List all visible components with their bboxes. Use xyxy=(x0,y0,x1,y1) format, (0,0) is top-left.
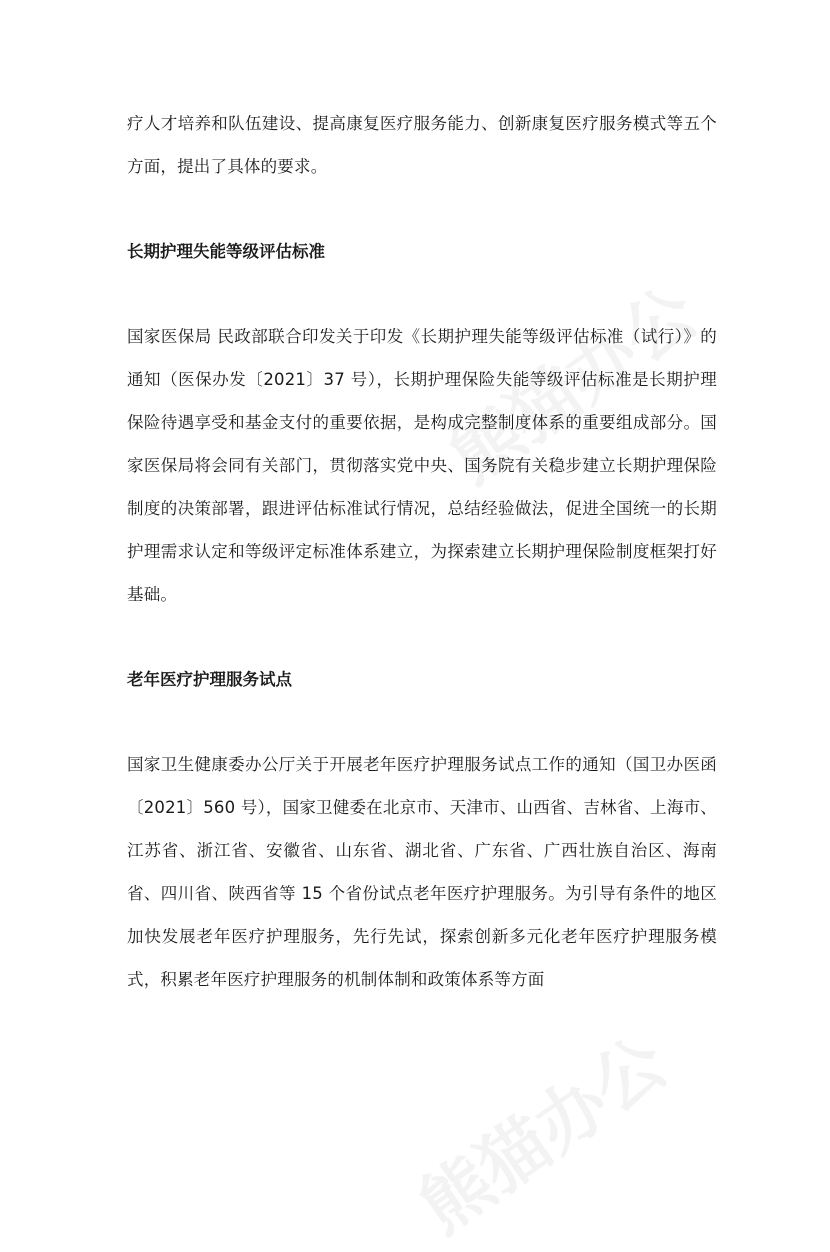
section-paragraph-ltc-assessment: 国家医保局 民政部联合印发关于印发《长期护理失能等级评估标准（试行）》的通知（医保办发〔2021〕37 号），长期护理保险失能等级评估标准是长期护理保险待遇享受和基金支付的重要依据，是构成完整制度体系的重要组成部分。国家医保局将会同有关部门，贯彻落实党中央、国务院有关稳步建立长期护理保险制度的决策部署，跟进评估标准试行情况，总结经验做法，促进全国统一的长期护理需求认定和等级评定标准体系建立，为探索建立长期护理保险制度框架打好基础。 xyxy=(127,327,717,604)
spacer xyxy=(127,701,717,743)
section-heading-elderly-care-pilot: 老年医疗护理服务试点 xyxy=(127,670,292,689)
intro-paragraph: 疗人才培养和队伍建设、提高康复医疗服务能力、创新康复医疗服务模式等五个方面，提出了具体的要求。 xyxy=(127,114,717,176)
spacer xyxy=(127,616,717,658)
spacer xyxy=(127,188,717,230)
watermark xyxy=(396,1009,683,1252)
document-body xyxy=(127,102,717,1001)
section-heading-ltc-assessment: 长期护理失能等级评估标准 xyxy=(127,242,325,261)
section-paragraph-elderly-care-pilot: 国家卫生健康委办公厅关于开展老年医疗护理服务试点工作的通知（国卫办医函〔2021〕560 号），国家卫健委在北京市、天津市、山西省、吉林省、上海市、江苏省、浙江省、安徽省、山东省、湖北省、广东省、广西壮族自治区、海南省、四川省、陕西省等 15 个省份试点老年医疗护理服务。为引导有条件的地区加快发展老年医疗护理服务，先行先试，探索创新多元化老年医疗护理服务模式，积累老年医疗护理服务的机制体制和政策体系等方面 xyxy=(127,755,717,989)
spacer xyxy=(127,273,717,315)
